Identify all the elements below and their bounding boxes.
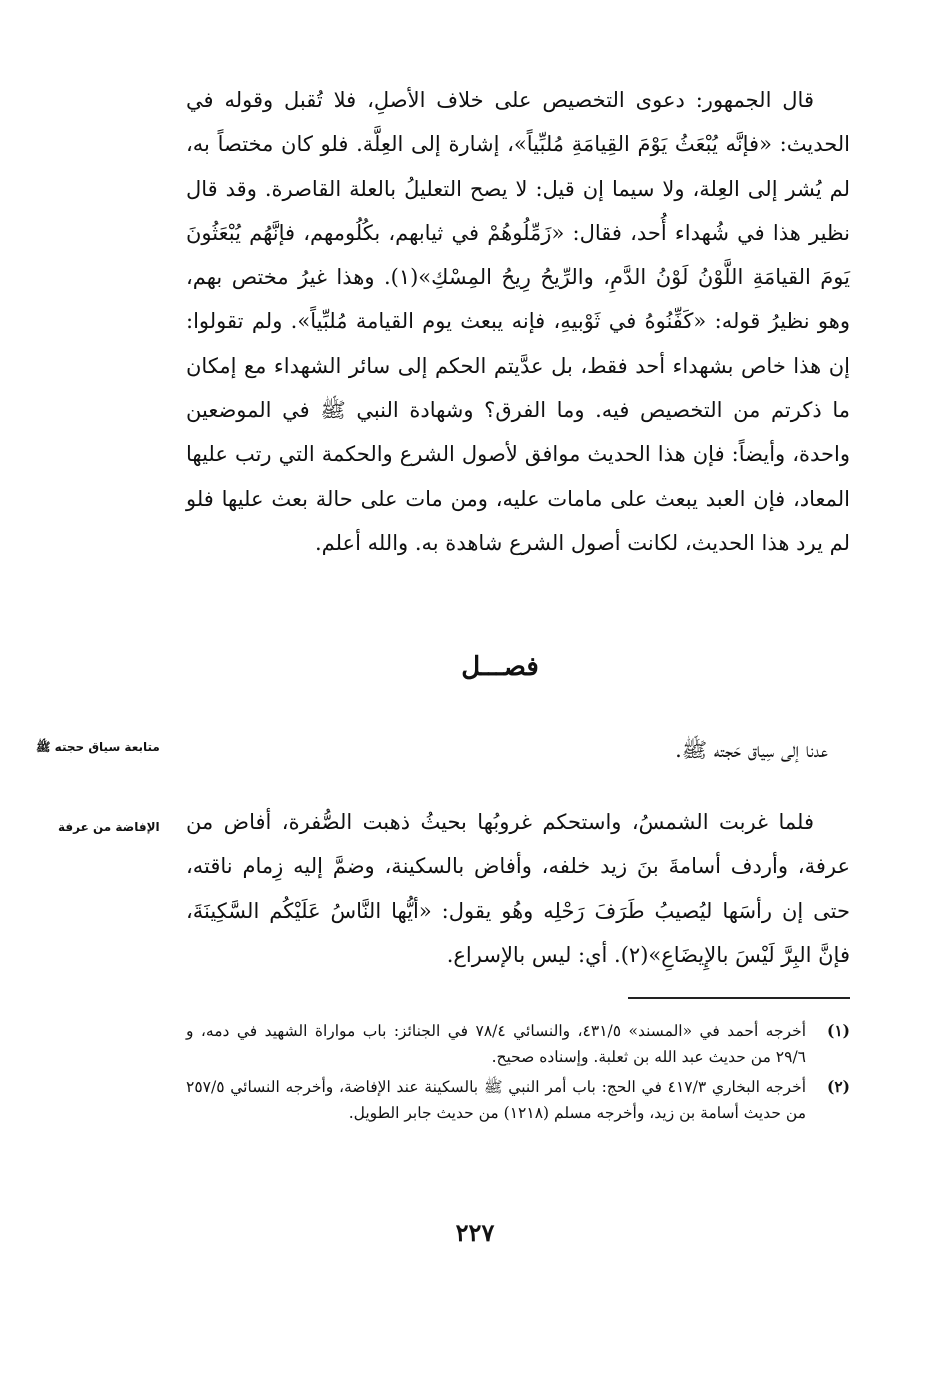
footnote-number: (١) [826, 1021, 850, 1040]
margin-note-hajj-context: متابعة سياق حجته ﷺ [36, 740, 160, 754]
footnote-number: (٢) [826, 1077, 850, 1096]
main-paragraph-block [186, 78, 850, 565]
footnote-1 [186, 1018, 850, 1070]
margin-note-arafah: الإفاضة من عرفة [58, 820, 160, 834]
footnote-text: أخرجه أحمد في «المسند» ٤٣١/٥، والنسائي ٧٨/٤ في الجنائز: باب مواراة الشهيد في دمه، و ٢٩/٦ من حديث عبد الله بن ثعلبة. وإسناده صحيح. [186, 1022, 806, 1066]
section-heading: فصـــل [461, 652, 539, 682]
footnote-2 [186, 1074, 850, 1126]
footnote-text: أخرجه البخاري ٤١٧/٣ في الحج: باب أمر النبي ﷺ بالسكينة عند الإفاضة، وأخرجه النسائي ٢٥٧/٥ من حديث أسامة بن زيد، وأخرجه مسلم (١٢١٨) من حديث جابر الطويل. [186, 1078, 806, 1122]
main-paragraph: قال الجمهور: دعوى التخصيص على خلاف الأصلِ، فلا تُقبل وقوله في الحديث: «فإنَّه يُبْعَثُ يَوْمَ القِيامَةِ مُلبِّياً»، إشارة إلى العِلَّة. فلو كان مختصاً به، لم يُشر إلى العِلة، ولا سيما إن قيل: لا يصح التعليلُ بالعلة القاصرة. وقد قال نظير هذا في شُهداء أُحد، فقال: «زَمِّلُوهُمْ في ثيابهم، بكُلُومهم، فإنَّهُم يُبْعَثُونَ يَومَ القيامَةِ اللَّوْنُ لَوْنُ الدَّمِ، والرِّيحُ رِيحُ المِسْكِ»(١). وهذا غيرُ مختص بهم، وهو نظيرُ قوله: «كَفِّنُوهُ في ثَوْبيهِ، فإنه يبعث يوم القيامة مُلبِّياً». ولم تقولوا: إن هذا خاص بشهداء أحد فقط، بل عدَّيتم الحكم إلى سائر الشهداء مع إمكان ما ذكرتم من التخصيص فيه. وما الفرق؟ وشهادة النبي ﷺ في الموضعين واحدة، وأيضاً: فإن هذا الحديث موافق لأصول الشرع والحكمة التي رتب عليها المعاد، فإن العبد يبعث على مامات عليه، ومن مات على حالة بعث عليها فلو لم يرد هذا الحديث، لكانت أصول الشرع شاهدة به. والله أعلم. [186, 88, 850, 555]
footnotes [186, 1018, 850, 1130]
footnote-separator [628, 997, 850, 999]
second-paragraph-block [186, 800, 850, 977]
resume-line: عدنا إلى سِياق حَجته ﷺ. [675, 738, 828, 762]
second-paragraph: فلما غربت الشمسُ، واستحكم غروبُها بحيثُ ذهبت الصُّفرة، أفاض من عرفة، وأردف أسامةَ بنَ زيد خلفه، وأفاض بالسكينة، وضمَّ إليه زِمام ناقته، حتى إن رأسَها ليُصيبُ طَرَفَ رَحْلِه وهُو يقول: «أيُّها النَّاسُ عَلَيْكُم السَّكِينَةَ، فإنَّ البِرَّ لَيْسَ بالإِيضَاعِ»(٢). أي: ليس بالإسراع. [186, 810, 850, 967]
page-number: ٢٢٧ [455, 1218, 495, 1247]
